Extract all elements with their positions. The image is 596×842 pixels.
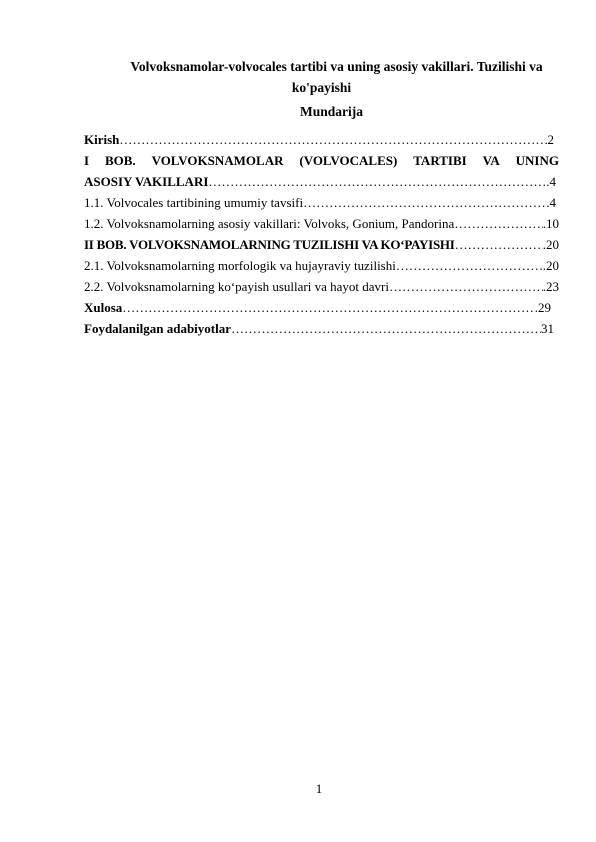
toc-entry-label: Xulosa bbox=[84, 300, 123, 315]
toc-entry-2-1[interactable] bbox=[84, 255, 559, 276]
toc-entry-chapter-1-line-2[interactable] bbox=[84, 171, 556, 192]
toc-entry-page: 2 bbox=[547, 132, 554, 147]
toc-leader-dots bbox=[231, 318, 541, 339]
toc-leader-dots bbox=[122, 297, 534, 318]
toc-entry-kirish[interactable] bbox=[84, 129, 554, 150]
toc-word: UNING bbox=[515, 153, 559, 168]
toc-entry-label: Foydalanilgan adabiyotlar bbox=[84, 321, 231, 336]
toc-leader-dots bbox=[455, 234, 543, 255]
title-line-1: Volvoksnamolar-volvocales tartibi va uning asosiy vakillari. Tuzilishi va bbox=[130, 59, 543, 74]
toc-word: VA bbox=[482, 153, 500, 168]
toc-entry-label: 1.2. Volvoksnamolarning asosiy vakillari: Volvoks, Gonium, Pandorina bbox=[84, 216, 455, 231]
toc-word: BOB. bbox=[104, 153, 136, 168]
toc-leader-dots bbox=[389, 276, 543, 297]
toc-entry-page: .23 bbox=[542, 279, 559, 294]
toc-word: VOLVOKSNAMOLAR bbox=[151, 153, 284, 168]
toc-leader-dots bbox=[119, 129, 547, 150]
toc-entry-label: ASOSIY VAKILLARI bbox=[84, 174, 209, 189]
toc-word: I bbox=[84, 153, 90, 168]
toc-entry-page: 31 bbox=[541, 321, 554, 336]
toc-entry-label: 2.1. Volvoksnamolarning morfologik va hujayraviy tuzilishi bbox=[84, 258, 396, 273]
toc-word: TARTIBI bbox=[413, 153, 467, 168]
table-of-contents bbox=[84, 129, 559, 339]
toc-entry-page: ..20 bbox=[539, 258, 559, 273]
toc-entry-label: Kirish bbox=[84, 132, 120, 147]
toc-leader-dots bbox=[303, 192, 549, 213]
toc-entry-1-1[interactable] bbox=[84, 192, 556, 213]
title-line-2: ko'payishi bbox=[291, 80, 352, 95]
toc-word: (VOLVOCALES) bbox=[299, 153, 398, 168]
toc-entry-chapter-1-line-1[interactable] bbox=[84, 150, 559, 171]
document-title bbox=[84, 56, 559, 98]
toc-entry-page: .10 bbox=[542, 216, 559, 231]
toc-entry-page: 4 bbox=[549, 195, 556, 210]
toc-entry-chapter-2[interactable] bbox=[84, 234, 559, 255]
toc-leader-dots bbox=[396, 255, 540, 276]
toc-entry-adabiyotlar[interactable] bbox=[84, 318, 554, 339]
toc-entry-1-2[interactable] bbox=[84, 213, 559, 234]
toc-leader-dots bbox=[208, 171, 546, 192]
toc-entry-label: 2.2. Volvoksnamolarning ko‘payish usullari va hayot davri bbox=[84, 279, 389, 294]
toc-leader-dots bbox=[454, 213, 542, 234]
toc-entry-page: .20 bbox=[542, 237, 559, 252]
toc-entry-2-2[interactable] bbox=[84, 276, 559, 297]
toc-entry-label: 1.1. Volvocales tartibining umumiy tavsifi bbox=[84, 195, 304, 210]
toc-entry-label: II BOB. VOLVOKSNAMOLARNING TUZILISHI VA KO‘PAYISHI bbox=[84, 237, 455, 252]
toc-entry-page: .4 bbox=[546, 174, 556, 189]
page-number: 1 bbox=[315, 781, 323, 796]
toc-entry-xulosa[interactable] bbox=[84, 297, 551, 318]
toc-heading: Mundarija bbox=[299, 104, 363, 119]
toc-entry-page: .29 bbox=[534, 300, 551, 315]
